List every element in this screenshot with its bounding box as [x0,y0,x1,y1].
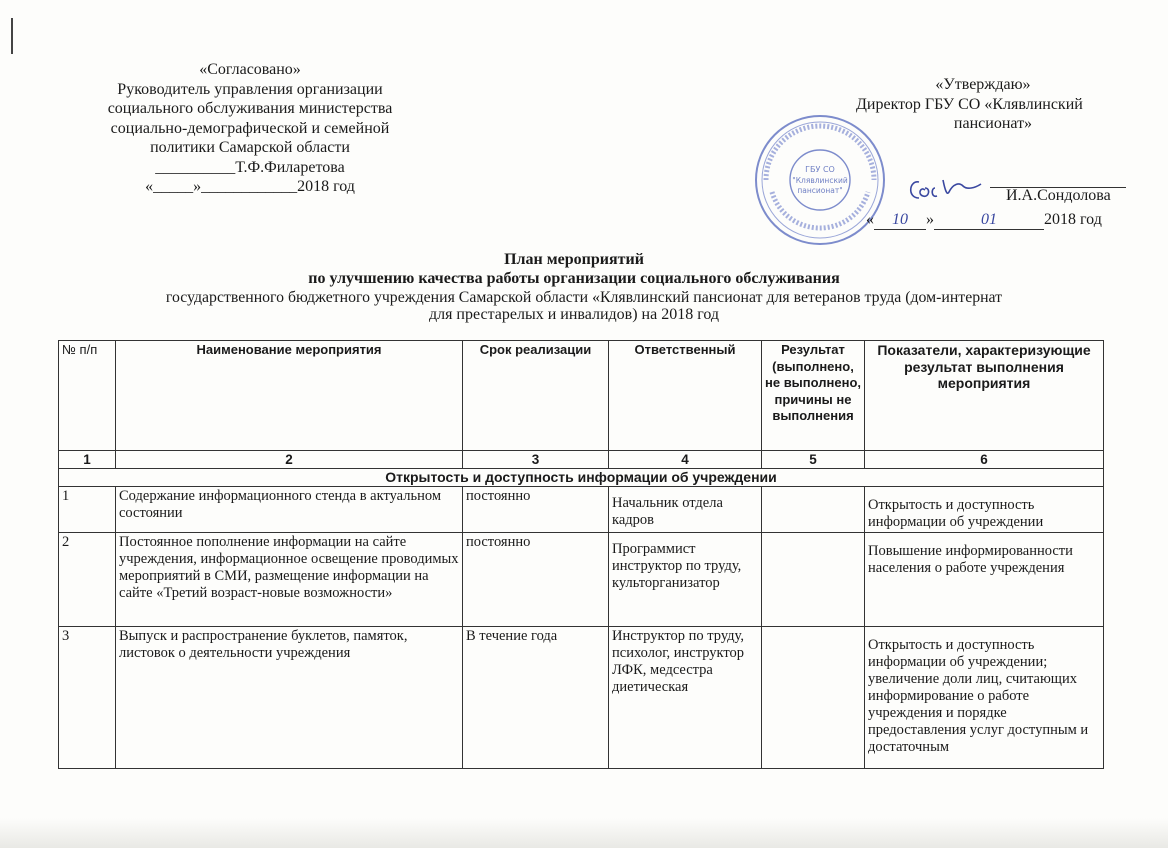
section-row [59,469,1104,487]
scan-edge-mark [11,18,13,54]
event-result [762,627,865,769]
date-month: 01 [934,211,1044,230]
row-number: 2 [59,533,116,627]
approval-left-block [70,60,430,197]
row-number: 1 [59,487,116,533]
approval-left-date-line: «_____»____________2018 год [145,178,355,195]
event-result [762,487,865,533]
approval-left-position: социально-демографической и семейной [110,119,390,137]
column-number: 3 [463,451,609,469]
table-row [59,533,1104,627]
approval-left-position: политики Самарской области [150,139,350,156]
table-header-row [59,341,1104,451]
event-indicators: Открытость и доступность информации об учреждении; увеличение доли лиц, считающих информирование о работе учреждения и порядке предоставления услуг доступным и достаточным [865,627,1104,769]
approval-right-block [848,75,1148,134]
column-header: № п/п [59,341,116,451]
column-header: Ответственный [609,341,762,451]
date-year: 2018 год [1044,211,1102,228]
plan-title: План мероприятий [504,251,644,268]
event-term: постоянно [463,533,609,627]
stamp-text: ГБУ СО [805,165,835,174]
table-row [59,487,1104,533]
approval-right-heading: «Утверждаю» [935,76,1031,93]
approval-right-position: Директор ГБУ СО «Клявлинский [856,95,1083,113]
event-name: Постоянное пополнение информации на сайте учреждения, информационное освещение проводимых мероприятий в СМИ, размещение информации на сайте «Третий возраст-новые возможности» [116,533,463,627]
column-header: Результат (выполнено, не выполнено, причины не выполнения [762,341,865,451]
event-responsible: Начальник отдела кадров [609,487,762,533]
event-responsible: Инструктор по труду, психолог, инструктор ЛФК, медсестра диетическая [609,627,762,769]
event-term: постоянно [463,487,609,533]
column-number: 2 [116,451,463,469]
approval-right-signer: И.А.Сондолова [1006,187,1111,204]
stamp-text: пансионат" [797,186,843,195]
stamp-text: "Клявлинский [792,176,848,185]
event-result [762,533,865,627]
plan-institution: государственного бюджетного учреждения Самарской области «Клявлинский пансионат для ветеранов труда (дом-интернат [165,289,1003,306]
plan-institution: для престарелых и инвалидов) на 2018 год [428,306,720,323]
scan-bottom-shadow [0,818,1168,848]
column-number: 6 [865,451,1104,469]
column-number: 1 [59,451,116,469]
approval-left-position: Руководитель управления организации [117,80,383,98]
row-number: 3 [59,627,116,769]
column-number: 5 [762,451,865,469]
plan-subtitle: по улучшению качества работы организации социального обслуживания [308,270,840,287]
event-name: Содержание информационного стенда в актуальном состоянии [116,487,463,533]
column-number: 4 [609,451,762,469]
event-term: В течение года [463,627,609,769]
column-header: Срок реализации [463,341,609,451]
approval-left-signature-line: __________Т.Ф.Филаретова [155,158,345,176]
event-name: Выпуск и распространение буклетов, памяток, листовок о деятельности учреждения [116,627,463,769]
event-indicators: Открытость и доступность информации об учреждении [865,487,1104,533]
date-day: 10 [874,211,926,230]
approval-right-position: пансионат» [953,115,1033,132]
approval-left-heading: «Согласовано» [199,61,301,78]
column-header: Показатели, характеризующие результат выполнения мероприятия [865,341,1104,451]
table-row [59,627,1104,769]
column-header: Наименование мероприятия [116,341,463,451]
plan-table [58,340,1104,769]
handwritten-signature [905,172,985,208]
approval-right-date-line: « 10 » 01 2018 год [866,211,1102,228]
event-indicators: Повышение информированности населения о работе учреждения [865,533,1104,627]
event-responsible: Программист инструктор по труду, культорганизатор [609,533,762,627]
section-title: Открытость и доступность информации об учреждении [59,469,1104,487]
approval-left-position: социального обслуживания министерства [107,100,393,117]
column-number-row [59,451,1104,469]
